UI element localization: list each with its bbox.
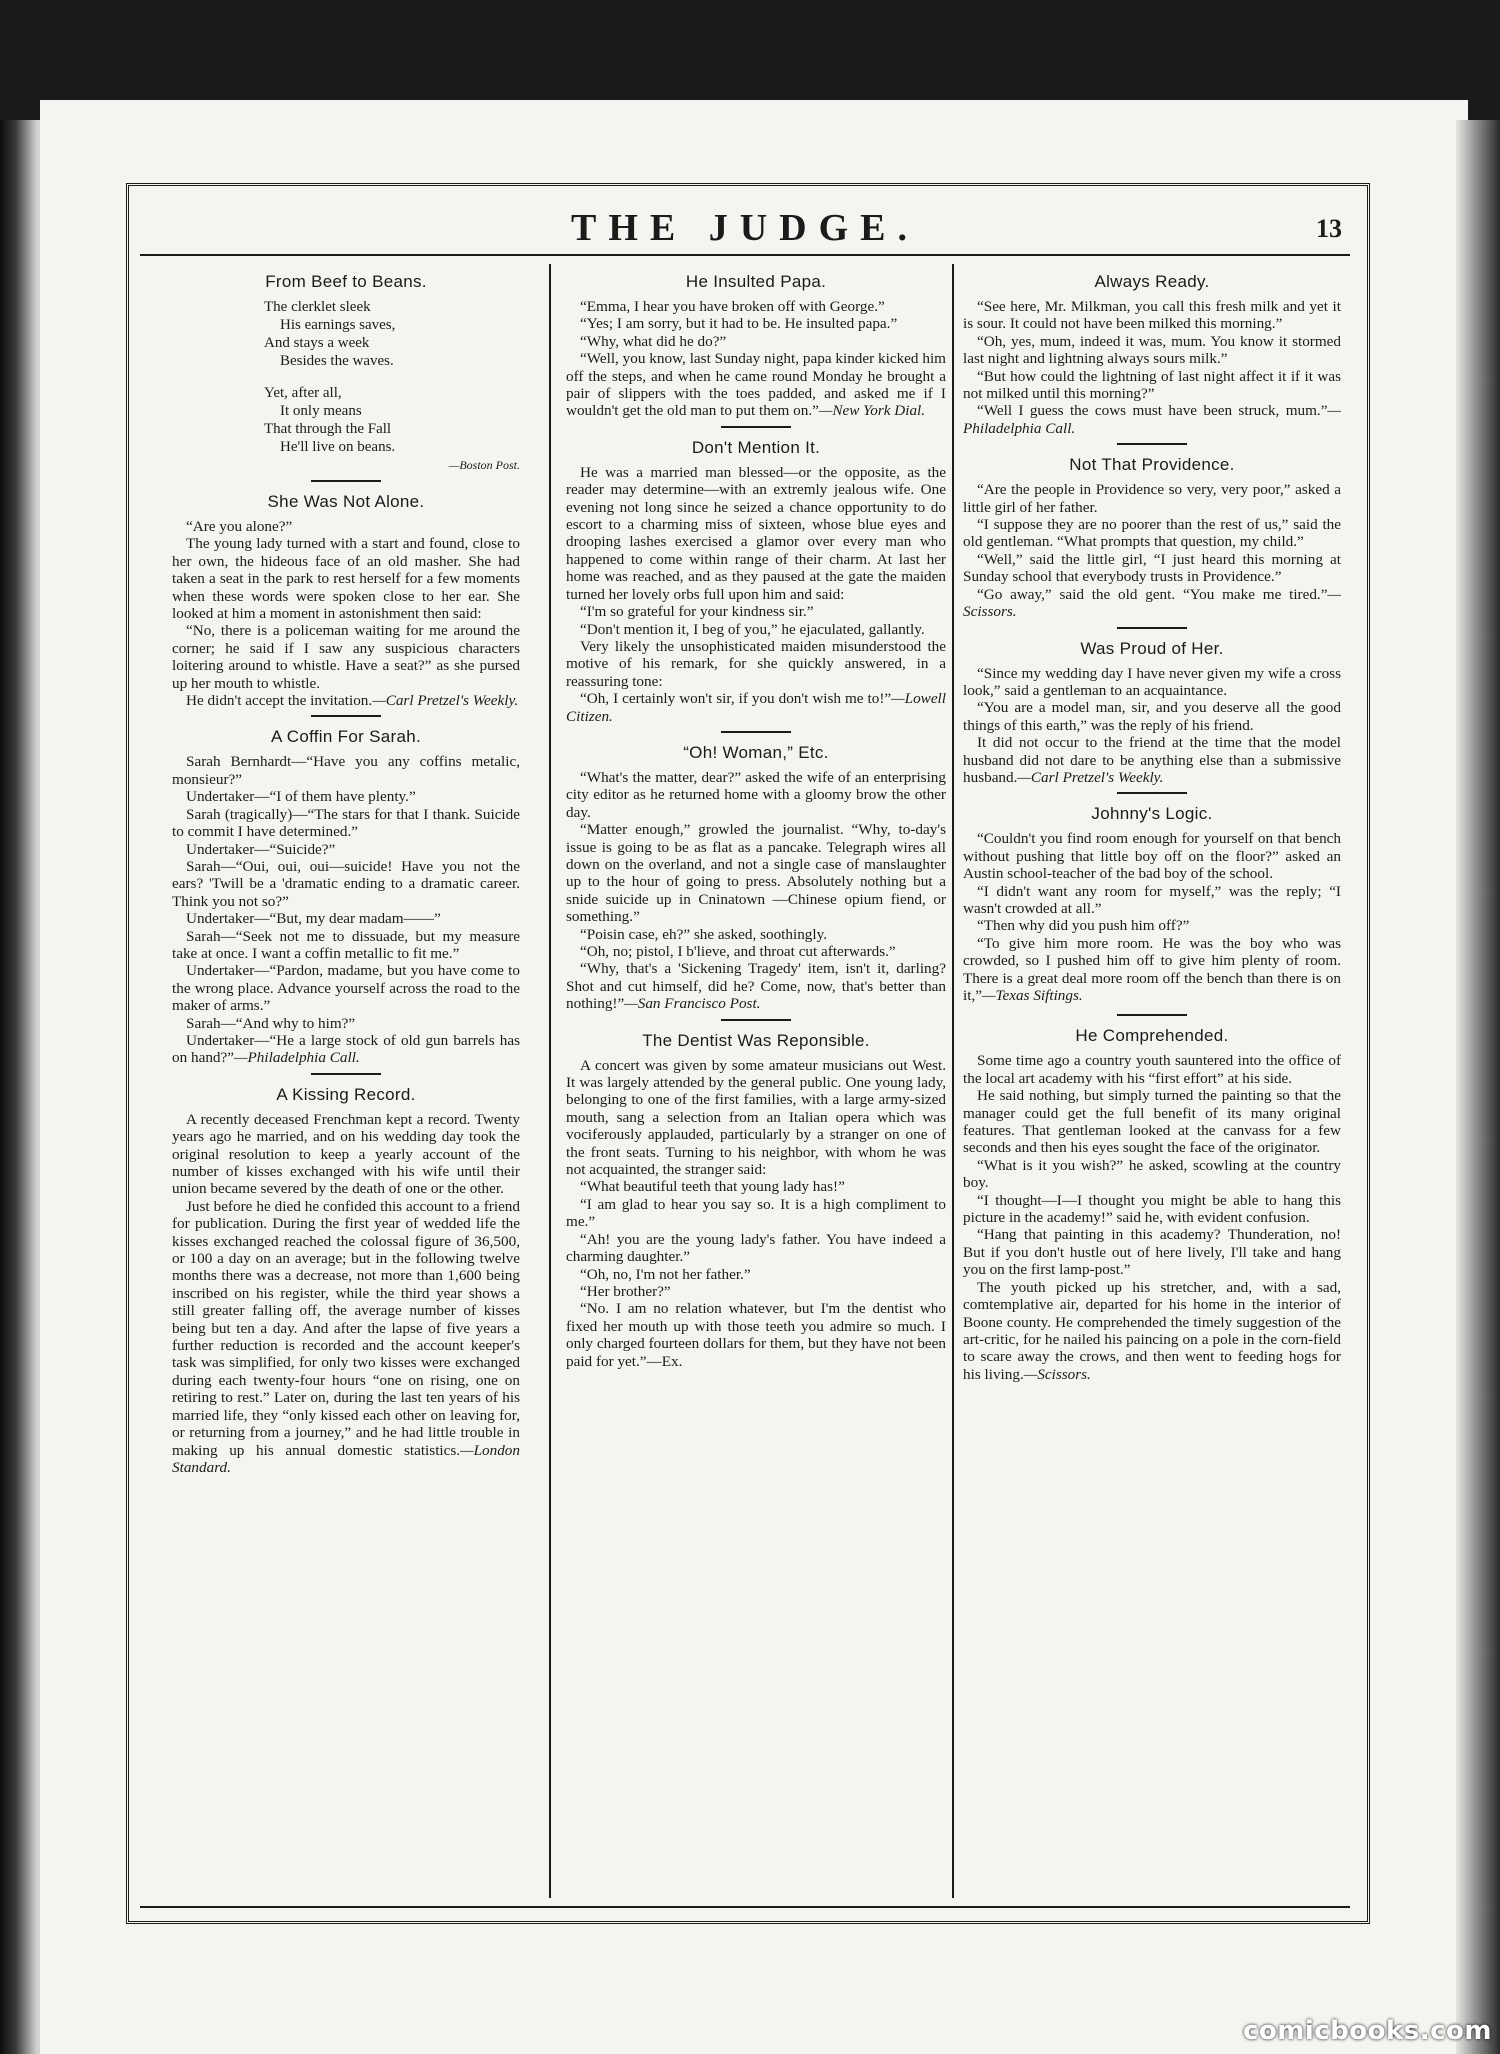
paragraph-text: He didn't accept the invitation.	[186, 692, 373, 710]
paragraph: “Are the people in Providence so very, very poor,” asked a little girl of her father.	[963, 481, 1341, 516]
article-title: Don't Mention It.	[691, 437, 821, 457]
paragraph: “I suppose they are no poorer than the rest of us,” said the old gentleman. “What prompts that question, my child.”	[963, 516, 1341, 551]
paragraph: Some time ago a country youth sauntered into the office of the local art academy with his “first effort” at his side.	[963, 1052, 1341, 1087]
article-title: A Coffin For Sarah.	[271, 727, 421, 747]
masthead-title: THE JUDGE.	[570, 207, 920, 249]
paragraph: Undertaker—“Pardon, madame, but you have come to the wrong place. Advance yourself across the road to the maker of arms.”	[172, 962, 520, 1015]
paragraph	[963, 586, 1341, 621]
paragraph: “What's the matter, dear?” asked the wife of an enterprising city editor as he returned home with a gloomy brow the other day.	[566, 768, 946, 821]
paragraph: A recently deceased Frenchman kept a record. Twenty years ago he married, and on his wedding day took the original resolution to keep a yearly account of the number of kisses exchanged with his wife until their union became severed by the death of one or the other.	[172, 1110, 520, 1198]
paragraph: “I am glad to hear you say so. It is a high compliment to me.”	[566, 1195, 946, 1231]
poem-line: The clerklet sleek	[264, 299, 371, 315]
paragraph: Undertaker—“But, my dear madam——”	[186, 910, 441, 928]
page-edge-shadow	[1456, 120, 1500, 2054]
bottom-rule	[140, 1906, 1350, 1908]
paragraph: A concert was given by some amateur musicians out West. It was largely attended by the general public. One young lady, belonging to one of the first families, with a large army-sized mouth, sang a selection from an Italian opera which was vociferously applauded, particularly by a stranger on one of the front seats. Turning to his neighbor, with whom he was not acquainted, the stranger said:	[566, 1056, 946, 1179]
article-oh-woman-etc	[566, 743, 946, 1013]
paragraph: Sarah—“Oui, oui, oui—suicide! Have you not the ears? 'Twill be a 'dramatic ending to a dramatic career. Think you not so?”	[172, 857, 520, 910]
paragraph	[566, 350, 946, 420]
paragraph: Very likely the unsophisticated maiden misunderstood the motive of his remark, for she quickly answered, in a reassuring tone:	[566, 637, 946, 690]
poem-line: He'll live on beans.	[280, 439, 396, 455]
poem-line: His earnings saves,	[280, 317, 396, 333]
column-1	[172, 262, 520, 1902]
article-credit: —Carl Pretzel's Weekly.	[1017, 768, 1164, 786]
paragraph-text: “Go away,” said the old gent. “You make me tired.”	[977, 585, 1328, 603]
article-separator	[1117, 443, 1187, 445]
paragraph-text: “Oh, I certainly won't sir, if you don't wish me to!”	[580, 690, 892, 708]
paragraph: “Don't mention it, I beg of you,” he ejaculated, gallantly.	[580, 620, 925, 638]
article-separator	[721, 1019, 791, 1021]
paragraph: “Yes; I am sorry, but it had to be. He insulted papa.”	[580, 315, 898, 333]
article-credit: —London Standard.	[172, 1441, 520, 1476]
paragraph: “But how could the lightning of last night affect it if it was not milked until this morning?”	[963, 367, 1341, 403]
paragraph-text: “To give him more room. He was the boy who was crowded, so I pushed him off to give him plenty of room. There is a great deal more room off the bench than there is on it,”	[963, 934, 1341, 1004]
paragraph: Sarah—“And why to him?”	[186, 1014, 356, 1032]
article-title: A Kissing Record.	[276, 1084, 416, 1104]
paragraph: “Oh, no; pistol, I b'lieve, and throat cut afterwards.”	[580, 943, 896, 960]
paragraph: “Then why did you push him off?”	[977, 917, 1190, 935]
article-credit: —Scissors.	[1023, 1365, 1091, 1383]
paragraph: “I didn't want any room for myself,” was the reply; “I wasn't crowded at all.”	[963, 882, 1341, 917]
article-she-was-not-alone	[172, 492, 520, 709]
article-credit: —San Francisco Post.	[624, 995, 761, 1013]
paragraph: “Are you alone?”	[186, 518, 293, 535]
paragraph: Undertaker—“Suicide?”	[186, 840, 336, 858]
paragraph: “I thought—I—I thought you might be able to hang this picture in the academy!” said he, with evident confusion.	[963, 1191, 1341, 1227]
article-separator	[311, 480, 381, 482]
poem-line: And stays a week	[264, 335, 370, 351]
article-title: From Beef to Beans.	[265, 272, 427, 291]
paragraph: “See here, Mr. Milkman, you call this fresh milk and yet it is sour. It could not have been milked this morning.”	[963, 298, 1341, 333]
article-title: “Oh! Woman,” Etc.	[683, 742, 829, 762]
article-johnnys-logic	[963, 804, 1341, 1004]
paragraph-text: “No. I am no relation whatever, but I'm the dentist who fixed her mouth up with those teeth you admire so much. I only charged fourteen dollars for them, but they have not been paid for yet.”	[566, 1300, 946, 1370]
article-separator	[721, 426, 791, 428]
poem-line: Besides the waves.	[280, 353, 394, 369]
poem-line: That through the Fall	[264, 421, 392, 437]
paragraph: “Ah! you are the young lady's father. You have indeed a charming daughter.”	[566, 1230, 946, 1266]
article-title: Was Proud of Her.	[1080, 638, 1224, 658]
paragraph	[963, 935, 1341, 1005]
article-credit: —Philadelphia Call.	[234, 1049, 360, 1067]
paragraph: “Her brother?”	[580, 1282, 671, 1300]
article-separator	[721, 731, 791, 733]
paragraph	[172, 1198, 520, 1477]
paragraph: “I'm so grateful for your kindness sir.”	[580, 603, 814, 621]
paragraph	[963, 1279, 1341, 1383]
paragraph: Sarah—“Seek not me to dissuade, but my measure take at once. I want a coffin metallic to fit me.”	[172, 927, 520, 962]
paragraph: “What beautiful teeth that young lady has!”	[580, 1178, 845, 1196]
poem-line: Yet, after all,	[264, 385, 342, 401]
article-dont-mention-it	[566, 438, 946, 725]
article-always-ready	[963, 272, 1341, 437]
paragraph-text: The youth picked up his stretcher, and, with a sad, comtemplative air, departed for his home in the interior of Boone county. He comprehended the timely suggestion of the art-critic, for he nailed his paincing on a pole in the corn-field to scare away the crows, and then went to feeding hogs for his living.	[963, 1278, 1341, 1383]
page-number: 13	[1316, 214, 1342, 243]
paragraph-text: “Well I guess the cows must have been struck, mum.”	[977, 402, 1328, 420]
paragraph: “Hang that painting in this academy? Thunderation, no! But if you don't hustle out of here lively, I'll take and hang you on the first lamp-post.”	[963, 1226, 1341, 1279]
paragraph	[963, 734, 1341, 786]
paragraph: He said nothing, but simply turned the painting so that the manager could get the full benefit of its many original features. That gentleman looked at the canvass for a few seconds and then his eyes sought the face of the originator.	[963, 1087, 1341, 1157]
article-separator	[1117, 1014, 1187, 1016]
article-separator	[1117, 627, 1187, 629]
column-2	[566, 262, 946, 1902]
paragraph: “You are a model man, sir, and you deserve all the good things of this earth,” was the reply of his friend.	[963, 699, 1341, 734]
article-credit: —Scissors.	[963, 585, 1341, 621]
article-credit: —Ex.	[646, 1352, 683, 1370]
article-the-dentist-was-reponsible	[566, 1031, 946, 1370]
paragraph-text: “Well, you know, last Sunday night, papa kinder kicked him off the steps, and when he came round Monday he brought a pair of slippers with the toes padded, and asked me if I wouldn't get the old man to put them on.”	[566, 350, 946, 420]
paragraph: “Why, what did he do?”	[580, 332, 727, 350]
poem-line: It only means	[280, 403, 362, 419]
column-divider-1	[549, 264, 551, 1898]
article-title: Johnny's Logic.	[1091, 804, 1213, 824]
paragraph-text: It did not occur to the friend at the time that the model husband did not dare to be anything else than a submissive husband.	[963, 734, 1341, 786]
article-he-comprehended	[963, 1026, 1341, 1383]
article-credit: —Carl Pretzel's Weekly.	[372, 692, 519, 710]
paragraph	[566, 690, 946, 725]
article-credit: —Lowell Citizen.	[566, 690, 946, 725]
paragraph: “Emma, I hear you have broken off with George.”	[580, 298, 885, 315]
article-title: She Was Not Alone.	[267, 492, 425, 511]
article-separator	[1117, 792, 1187, 794]
article-he-insulted-papa	[566, 272, 946, 420]
column-3	[963, 262, 1341, 1902]
paragraph: The young lady turned with a start and found, close to her own, the hideous face of an old masher. She had taken a seat in the park to rest herself for a few moments when these words were spoken close to her ear. She looked at him a moment in astonishment then said:	[172, 535, 520, 623]
article-was-proud-of-her	[963, 639, 1341, 787]
paragraph: “Couldn't you find room enough for yourself on that bench without pushing that little boy off on the floor?” asked an Austin school-teacher of the bad boy of the school.	[963, 830, 1341, 883]
paragraph: “No, there is a policeman waiting for me around the corner; he said if I saw any suspicious characters loitering around to whistle. Have a seat?” as she pursed up her mouth to whistle.	[172, 622, 520, 692]
article-title: The Dentist Was Reponsible.	[642, 1030, 870, 1050]
paragraph	[566, 1300, 946, 1370]
article-a-kissing-record	[172, 1085, 520, 1477]
paragraph: He was a married man blessed—or the opposite, as the reader may determine—with an extremly jealous wife. One evening not long since he seized a chance opportunity to do escort to a charming miss of sixteen, whose blue eyes and drooping lashes exercised a glamor over every man who happened to come within range of their charm. At last her home was reached, and as they paused at the gate the maiden turned her lovely orbs full upon him and said:	[566, 463, 946, 603]
paragraph: Sarah Bernhardt—“Have you any coffins metalic, monsieur?”	[172, 753, 520, 788]
paragraph-text: “Why, that's a 'Sickening Tragedy' item, isn't it, darling? Shot and cut himself, did he? Come, now, that's better than nothing!”	[566, 960, 946, 1013]
paragraph: “Poisin case, eh?” she asked, soothingly.	[580, 925, 828, 943]
paragraph: “Matter enough,” growled the journalist. “Why, to-day's issue is going to be as flat as a pancake. Telegraph wires all down on the overland, and not a single case of manslaughter up to the hour of going to press. Absolutely nothing but a snide suicide up in Cninatown —Chinese opium fiend, or something.”	[566, 821, 946, 926]
article-title: Always Ready.	[1094, 272, 1210, 291]
article-title: He Comprehended.	[1075, 1026, 1229, 1046]
paragraph: “Oh, yes, mum, indeed it was, mum. You know it stormed last night and lightning always sours milk.”	[963, 332, 1341, 368]
paragraph	[172, 1032, 520, 1067]
article-title: Not That Providence.	[1069, 455, 1235, 475]
article-separator	[311, 1073, 381, 1075]
article-credit: —Texas Siftings.	[981, 987, 1083, 1004]
paragraph	[172, 692, 520, 709]
paragraph: “Since my wedding day I have never given my wife a cross look,” said a gentleman to an acquaintance.	[963, 664, 1341, 699]
column-divider-2	[952, 264, 954, 1898]
paragraph: “Oh, no, I'm not her father.”	[580, 1265, 751, 1283]
paragraph: Undertaker—“I of them have plenty.”	[186, 788, 416, 806]
article-separator	[311, 715, 381, 717]
paragraph	[963, 402, 1341, 437]
paragraph: Sarah (tragically)—“The stars for that I thank. Suicide to commit I have determined.”	[172, 805, 520, 841]
article-credit: —Boston Post.	[448, 458, 520, 472]
masthead	[140, 206, 1350, 248]
poem	[172, 298, 520, 474]
paragraph-text: Undertaker—“He a large stock of old gun barrels has on hand?”	[172, 1031, 520, 1067]
masthead-rule	[140, 254, 1350, 256]
paragraph	[566, 960, 946, 1012]
article-from-beef-to-beans	[172, 272, 520, 474]
paragraph: “Well,” said the little girl, “I just heard this morning at Sunday school that everybody trusts in Providence.”	[963, 550, 1341, 586]
watermark: comicbooks.com	[1242, 2016, 1492, 2046]
article-a-coffin-for-sarah	[172, 727, 520, 1066]
paragraph-text: Just before he died he confided this account to a friend for publication. During the first year of wedded life the kisses exchanged reached the colossal figure of 36,500, or 100 a day on an average; but in the following twelve months there was a decrease, not more than 1,600 being inscribed on his register, while the third year shows a still greater falling off, the average number of kisses being but ten a day. And after the lapse of five years a further reduction is recorded and the account keeper's task was simplified, for only two kisses were exchanged during each twenty-four hours “one on rising, one on retiring to rest.” Later on, during the last ten years of his married life, they “only kissed each other on leaving for, or returning from a journey,” and he had little trouble in making up his annual domestic statistics.	[172, 1197, 520, 1459]
article-not-that-providence	[963, 455, 1341, 620]
article-title: He Insulted Papa.	[685, 272, 827, 291]
article-credit: —Philadelphia Call.	[963, 402, 1341, 437]
article-credit: —New York Dial.	[818, 402, 926, 420]
paragraph: “What is it you wish?” he asked, scowling at the country boy.	[963, 1156, 1341, 1192]
